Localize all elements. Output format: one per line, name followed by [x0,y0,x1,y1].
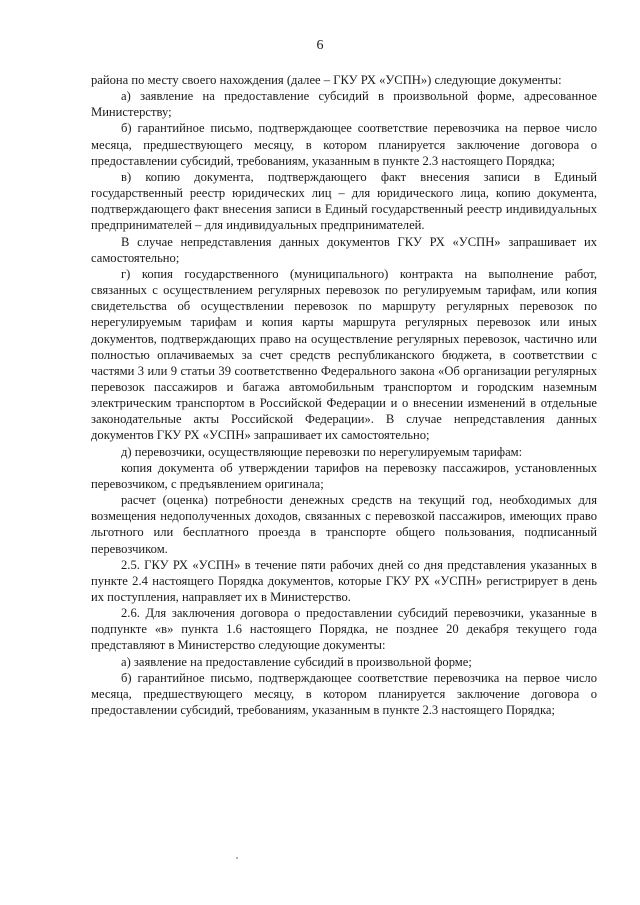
paragraph-item-v: в) копию документа, подтверждающего факт внесения записи в Единый государственный реестр юридических лиц – для юридического лица, копию документа, подтверждающего факт внесения записи в Единый государственный реестр индивидуальных предпринимателей – для индивидуальных предпринимателей. [91,169,597,233]
paragraph-2-6-item-a: а) заявление на предоставление субсидий в произвольной форме; [121,654,472,669]
paragraph-item-g: г) копия государственного (муниципального) контракта на выполнение работ, связанных с осуществлением регулярных перевозок по регулируемым тарифам, или копия свидетельства об осуществлении перевозок по маршруту регулярных перевозок по нерегулируемым тарифам и копия карты маршрута регулярных перевозок или иных документов, подтверждающих право на осуществление регулярных перевозок, частично или полностью оплачиваемых за счет средств республиканского бюджета, в соответствии с частями 3 или 9 статьи 39 соответственно Федерального закона «Об организации регулярных перевозок пассажиров и багажа автомобильным транспортом и городским наземным электрическим транспортом в Российской Федерации и о внесении изменений в отдельные законодательные акты Российской Федерации». В случае непредставления данных документов ГКУ РХ «УСПН» запрашивает их самостоятельно; [91,266,597,443]
paragraph-2-6-item-b: б) гарантийное письмо, подтверждающее соответствие перевозчика на первое число месяца, предшествующего месяцу, в котором планируется заключение договора о предоставлении субсидий, требованиям, указанным в пункте 2.3 настоящего Порядка; [91,670,597,718]
document-body [91,72,597,718]
paragraph-item-a: а) заявление на предоставление субсидий в произвольной форме, адресованное Министерству; [91,89,597,120]
paragraph-item-d: д) перевозчики, осуществляющие перевозки по нерегулируемым тарифам: [121,444,523,459]
paragraph-non-submission: В случае непредставления данных документов ГКУ РХ «УСПН» запрашивает их самостоятельно; [91,234,597,265]
paragraph-continuation: района по месту своего нахождения (далее – ГКУ РХ «УСПН») следующие документы: [91,73,562,87]
paragraph-funds-estimate: расчет (оценка) потребности денежных средств на текущий год, необходимых для возмещения недополученных доходов, связанных с перевозкой пассажиров, имеющих право льготного или бесплатного проезда в транспорте общего пользования, подписанный перевозчиком. [91,493,597,556]
paragraph-section-2-6: 2.6. Для заключения договора о предоставлении субсидий перевозчики, указанные в подпункте «в» пункта 1.6 настоящего Порядка, не позднее 20 декабря текущего года представляют в Министерство следующие документы: [91,606,597,653]
paragraph-tariff-copy: копия документа об утверждении тарифов на перевозку пассажиров, установленных перевозчиком, с предъявлением оригинала; [91,460,597,491]
page-number: 6 [316,38,324,53]
scan-speck [236,857,238,859]
paragraph-item-b: б) гарантийное письмо, подтверждающее соответствие перевозчика на первое число месяца, предшествующего месяцу, в котором планируется заключение договора о предоставлении субсидий, требованиям, указанным в пункте 2.3 настоящего Порядка; [91,121,597,168]
paragraph-section-2-5: 2.5. ГКУ РХ «УСПН» в течение пяти рабочих дней со дня представления указанных в пункте 2.4 настоящего Порядка документов, которые ГКУ РХ «УСПН» регистрирует в день их поступления, направляет их в Министерство. [91,557,597,604]
